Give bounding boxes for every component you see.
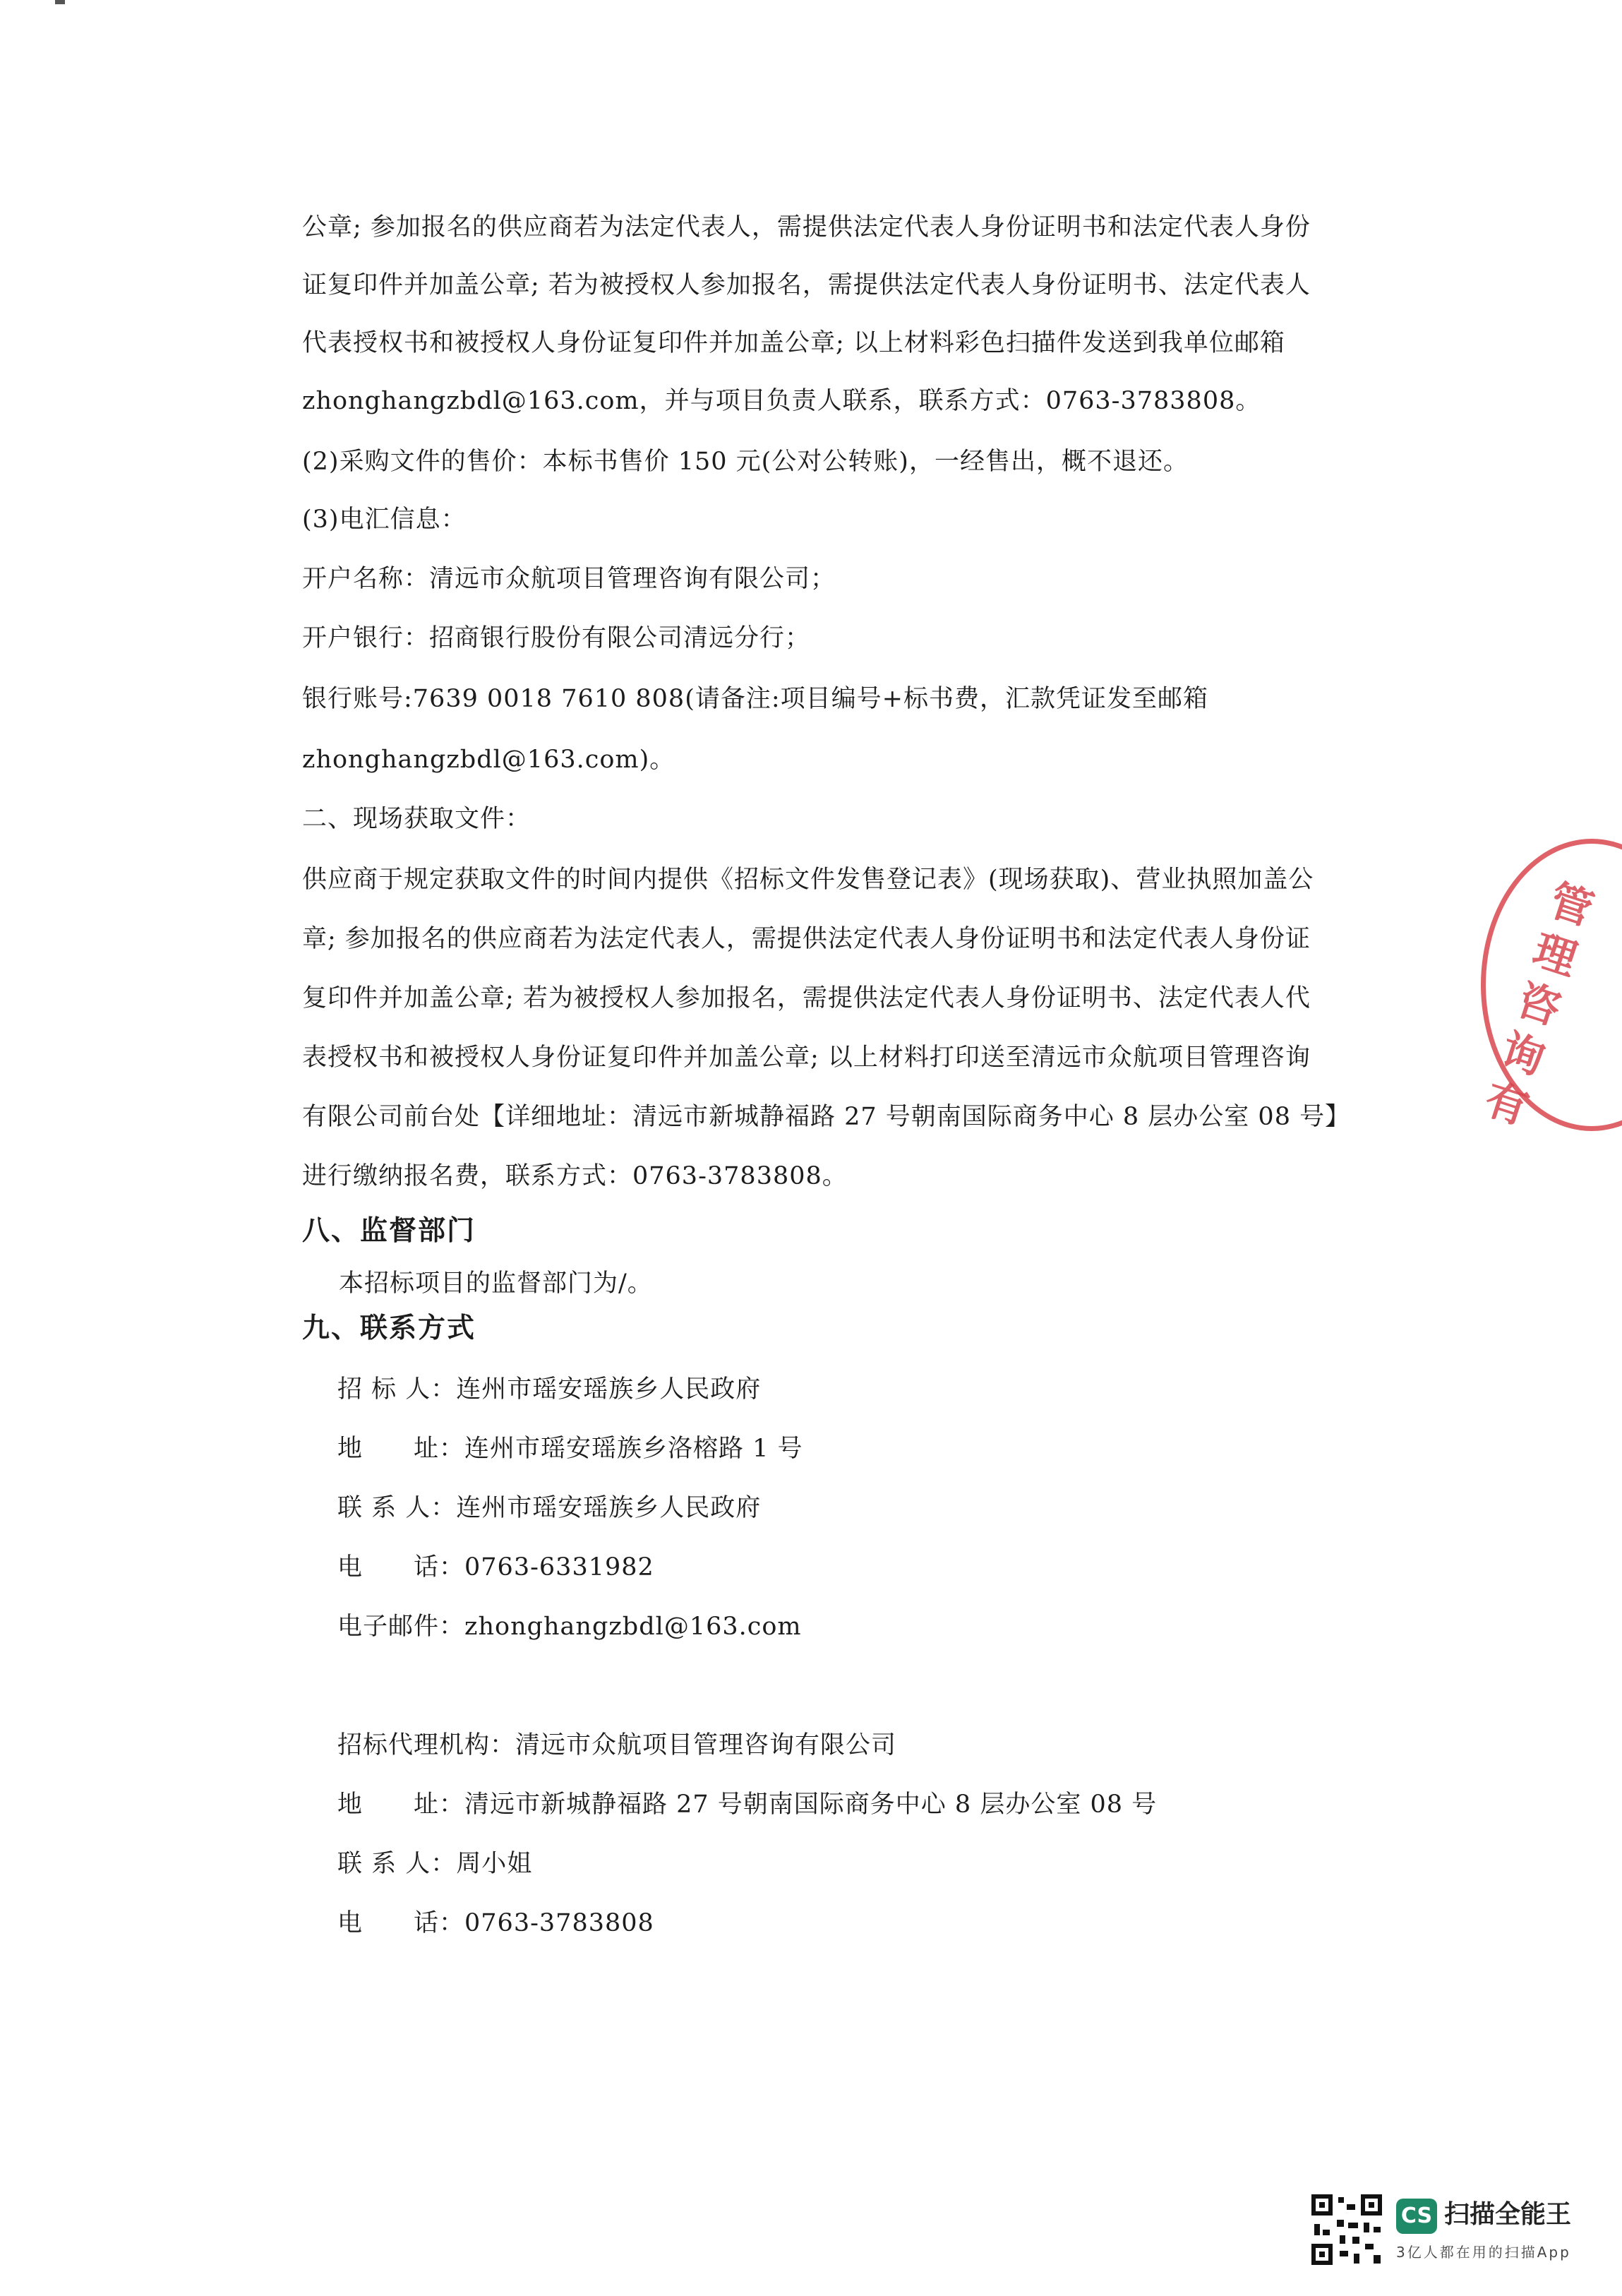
contact-value: 周小姐 xyxy=(456,1850,533,1878)
paragraph-line-10: zhonghangzbdl@163.com)。 xyxy=(302,746,675,774)
section-8-body: 本招标项目的监督部门为/。 xyxy=(339,1269,653,1298)
paragraph-line-13: 章; 参加报名的供应商若为法定代表人，需提供法定代表人身份证明书和法定代表人身份证 xyxy=(302,925,1311,953)
contact-label: 电 话： xyxy=(337,1909,465,1937)
qr-code-icon xyxy=(1311,2194,1382,2265)
paragraph-line-5: (2)采购文件的售价：本标书售价 150 元(公对公转账)，一经售出，概不退还。 xyxy=(302,448,1189,476)
contact-value: 连州市瑶安瑶族乡洛榕路 1 号 xyxy=(464,1435,803,1463)
paragraph-line-4: zhonghangzbdl@163.com，并与项目负责人联系，联系方式：0763-3783808。 xyxy=(302,387,1261,415)
paragraph-line-2: 证复印件并加盖公章; 若为被授权人参加报名，需提供法定代表人身份证明书、法定代表人 xyxy=(302,271,1311,299)
paragraph-line-12: 供应商于规定获取文件的时间内提供《招标文件发售登记表》(现场获取)、营业执照加盖公 xyxy=(302,866,1314,894)
contact-label: 联 系 人： xyxy=(337,1850,457,1878)
scanner-app-name: 扫描全能王 xyxy=(1444,2200,1572,2229)
paragraph-line-14: 复印件并加盖公章; 若为被授权人参加报名，需提供法定代表人身份证明书、法定代表人代 xyxy=(302,984,1311,1012)
contact-value: 连州市瑶安瑶族乡人民政府 xyxy=(456,1494,762,1522)
tenderer-name-row xyxy=(337,1373,761,1406)
contact-value: 0763-6331982 xyxy=(464,1553,654,1582)
paragraph-line-7: 开户名称：清远市众航项目管理咨询有限公司； xyxy=(302,565,836,593)
contact-label: 招 标 人： xyxy=(337,1375,457,1404)
paragraph-line-6: (3)电汇信息： xyxy=(302,506,467,534)
tenderer-address-row xyxy=(337,1432,803,1466)
contact-label: 电 话： xyxy=(337,1553,465,1582)
paragraph-line-17: 进行缴纳报名费，联系方式：0763-3783808。 xyxy=(302,1162,848,1190)
paragraph-line-1: 公章; 参加报名的供应商若为法定代表人，需提供法定代表人身份证明书和法定代表人身份 xyxy=(302,213,1311,241)
agency-phone-row xyxy=(337,1906,654,1940)
company-seal-text: 管理咨询有 xyxy=(1479,875,1602,1136)
scanner-app-logo: CS xyxy=(1396,2199,1437,2234)
contact-value: 0763-3783808 xyxy=(464,1909,654,1937)
paragraph-line-16: 有限公司前台处【详细地址：清远市新城静福路 27 号朝南国际商务中心 8 层办公室 08 号】 xyxy=(302,1103,1351,1131)
contact-label: 地 址： xyxy=(337,1435,465,1463)
contact-label: 地 址： xyxy=(337,1790,465,1819)
contact-label: 招标代理机构： xyxy=(337,1731,516,1759)
tenderer-contact-row xyxy=(337,1491,761,1525)
contact-label: 联 系 人： xyxy=(337,1494,457,1522)
contact-value: 清远市新城静福路 27 号朝南国际商务中心 8 层办公室 08 号 xyxy=(464,1790,1158,1819)
paragraph-line-15: 表授权书和被授权人身份证复印件并加盖公章; 以上材料打印送至清远市众航项目管理咨询 xyxy=(302,1044,1311,1072)
contact-value: 连州市瑶安瑶族乡人民政府 xyxy=(456,1375,762,1404)
tenderer-email-row xyxy=(337,1610,802,1644)
scan-corner-mark xyxy=(55,0,65,4)
contact-label: 电子邮件： xyxy=(337,1613,465,1641)
paragraph-line-9: 银行账号:7639 0018 7610 808(请备注:项目编号+标书费，汇款凭证发至邮箱 xyxy=(302,685,1208,713)
contact-value: zhonghangzbdl@163.com xyxy=(464,1613,802,1641)
section-8-heading: 八、监督部门 xyxy=(302,1215,476,1247)
agency-address-row xyxy=(337,1788,1157,1822)
agency-name-row xyxy=(337,1728,896,1762)
paragraph-line-11: 二、现场获取文件： xyxy=(302,805,531,833)
paragraph-line-8: 开户银行：招商银行股份有限公司清远分行； xyxy=(302,624,811,652)
agency-contact-row xyxy=(337,1847,532,1881)
scanner-app-tagline: 3亿人都在用的扫描App xyxy=(1396,2244,1571,2261)
contact-value: 清远市众航项目管理咨询有限公司 xyxy=(515,1731,897,1759)
section-9-heading: 九、联系方式 xyxy=(302,1313,476,1344)
paragraph-line-3: 代表授权书和被授权人身份证复印件并加盖公章; 以上材料彩色扫描件发送到我单位邮箱 xyxy=(302,329,1285,357)
tenderer-phone-row xyxy=(337,1550,654,1584)
